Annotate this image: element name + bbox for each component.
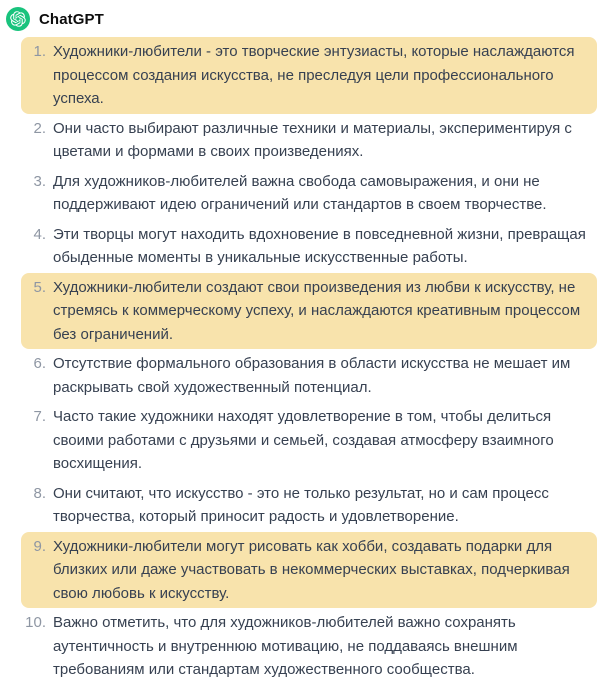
item-number: 8. [33,484,46,502]
item-number: 7. [33,408,46,425]
item-number: 5. [33,278,46,296]
item-text: Художники-любители создают свои произведения из любви к искусству, не стремясь к коммерческому успеху, и наслаждаются креативным процессом без ограничений. [53,278,581,343]
item-number: 6. [33,355,46,372]
list-item [21,349,597,402]
item-number: 3. [33,172,46,190]
openai-logo-glyph [10,11,26,27]
list-item [21,479,597,532]
list-item [21,167,597,220]
list-item [21,608,597,685]
item-text: Для художников-любителей важна свобода самовыражения, и они не поддерживают идею ограничений или стандартов в своем творчестве. [53,172,547,213]
item-number: 9. [33,537,46,555]
openai-logo-icon [6,7,30,31]
list-item [21,402,597,479]
item-number: 4. [33,225,46,243]
list-item [21,37,597,114]
item-number: 10. [25,614,46,631]
item-text: Отсутствие формального образования в области искусства не мешает им раскрывать свой художественный потенциал. [53,355,571,396]
item-text: Они считают, что искусство - это не только результат, но и сам процесс творчества, который приносит радость и удовлетворение. [53,484,549,525]
list-item [21,532,597,609]
item-text: Важно отметить, что для художников-любителей важно сохранять аутентичность и внутреннюю мотивацию, не поддаваясь внешним требованиям или стандартам художественного сообщества. [53,614,518,678]
item-text: Художники-любители могут рисовать как хобби, создавать подарки для близких или даже участвовать в некоммерческих выставках, подчеркивая свою любовь к искусству. [53,537,570,602]
list-item [21,220,597,273]
assistant-message-header [5,4,597,37]
app-name: ChatGPT [39,10,104,28]
list-item [21,114,597,167]
list-item [21,273,597,350]
item-text: Часто такие художники находят удовлетворение в том, чтобы делиться своими работами с друзьями и семьей, создавая атмосферу взаимного восхищения. [53,408,554,472]
response-list [5,37,597,685]
item-text: Они часто выбирают различные техники и материалы, экспериментируя с цветами и формами в своих произведениях. [53,119,572,160]
item-number: 1. [33,43,46,60]
item-number: 2. [33,119,46,137]
item-text: Эти творцы могут находить вдохновение в повседневной жизни, превращая обыденные моменты в уникальные искусственные работы. [53,225,586,266]
item-text: Художники-любители - это творческие энтузиасты, которые наслаждаются процессом создания искусства, не преследуя цели профессионального успеха. [53,43,575,107]
